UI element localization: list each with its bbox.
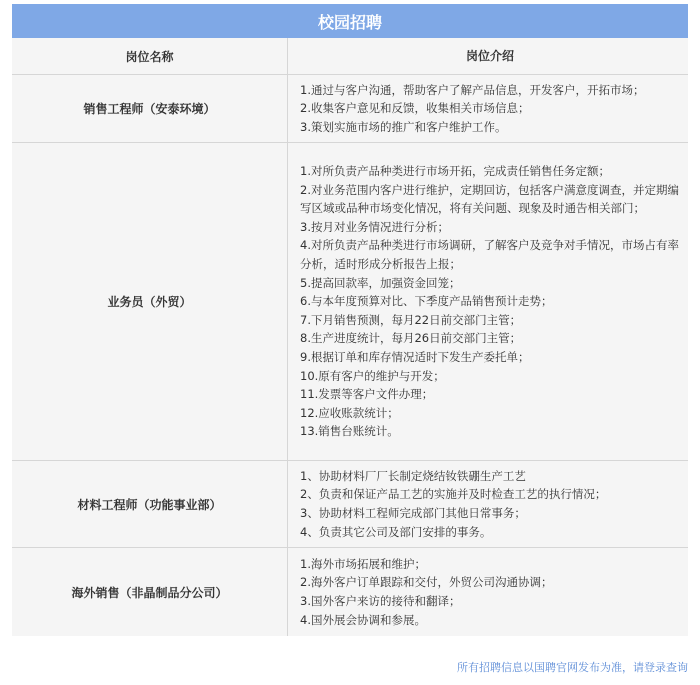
table-row: [12, 143, 688, 461]
desc-line: 1、协助材料厂厂长制定烧结钕铁硼生产工艺: [300, 468, 526, 483]
position-desc: [288, 75, 688, 142]
desc-line: 1.对所负责产品种类进行市场开拓，完成责任销售任务定额；: [300, 164, 610, 179]
desc-line: 10.原有客户的维护与开发；: [300, 368, 445, 383]
table-row: [12, 75, 688, 143]
desc-line: 4.国外展会协调和参展。: [300, 612, 426, 627]
desc-line: 2.对业务范围内客户进行维护，定期回访，包括客户满意度调查，并定期编写区域或品种市场变化情况，将有关问题、现象及时通告相关部门；: [300, 182, 679, 216]
desc-line: 6.与本年度预算对比、下季度产品销售预计走势；: [300, 294, 553, 309]
desc-line: 11.发票等客户文件办理；: [300, 387, 434, 402]
recruitment-table: [12, 38, 688, 636]
position-desc: [288, 461, 688, 547]
desc-line: 7.下月销售预测，每月22日前交部门主管；: [300, 312, 522, 327]
desc-line: 12.应收账款统计；: [300, 405, 399, 420]
table-header-row: [12, 38, 688, 75]
desc-line: 4.对所负责产品种类进行市场调研，了解客户及竞争对手情况，市场占有率分析，适时形成分析报告上报；: [300, 238, 679, 272]
desc-line: 3.国外客户来访的接待和翻译；: [300, 594, 461, 608]
table-row: [12, 548, 688, 636]
position-name: 海外销售（非晶制品分公司）: [12, 548, 288, 636]
desc-line: 3.按月对业务情况进行分析；: [300, 219, 449, 234]
position-desc: [288, 143, 688, 460]
position-desc: [288, 548, 688, 636]
position-name: 业务员（外贸）: [12, 143, 288, 460]
desc-line: 13.销售台账统计。: [300, 424, 399, 439]
desc-line: 1.通过与客户沟通，帮助客户了解产品信息，开发客户，开拓市场；: [300, 82, 645, 97]
header-position-desc: 岗位介绍: [465, 48, 514, 63]
desc-line: 2、负责和保证产品工艺的实施并及时检查工艺的执行情况；: [300, 487, 607, 502]
desc-line: 9.根据订单和库存情况适时下发生产委托单；: [300, 349, 530, 364]
position-name: 材料工程师（功能事业部）: [12, 461, 288, 547]
desc-line: 5.提高回款率，加强资金回笼；: [300, 275, 461, 290]
desc-line: 1.海外市场拓展和维护；: [300, 556, 426, 571]
desc-line: 8.生产进度统计，每月26日前交部门主管；: [300, 331, 522, 346]
desc-line: 4、负责其它公司及部门安排的事务。: [300, 524, 492, 539]
position-name: 销售工程师（安泰环境）: [12, 75, 288, 142]
desc-line: 3.策划实施市场的推广和客户维护工作。: [300, 119, 507, 134]
footer-note-link[interactable]: 所有招聘信息以国聘官网发布为准，请登录查询: [457, 661, 688, 674]
page-title: 校园招聘: [12, 4, 688, 38]
desc-line: 2.海外客户订单跟踪和交付，外贸公司沟通协调；: [300, 575, 553, 590]
header-position-name: 岗位名称: [12, 38, 288, 74]
desc-line: 2.收集客户意见和反馈，收集相关市场信息；: [300, 101, 530, 116]
desc-line: 3、协助材料工程师完成部门其他日常事务；: [300, 506, 526, 520]
table-row: [12, 461, 688, 548]
